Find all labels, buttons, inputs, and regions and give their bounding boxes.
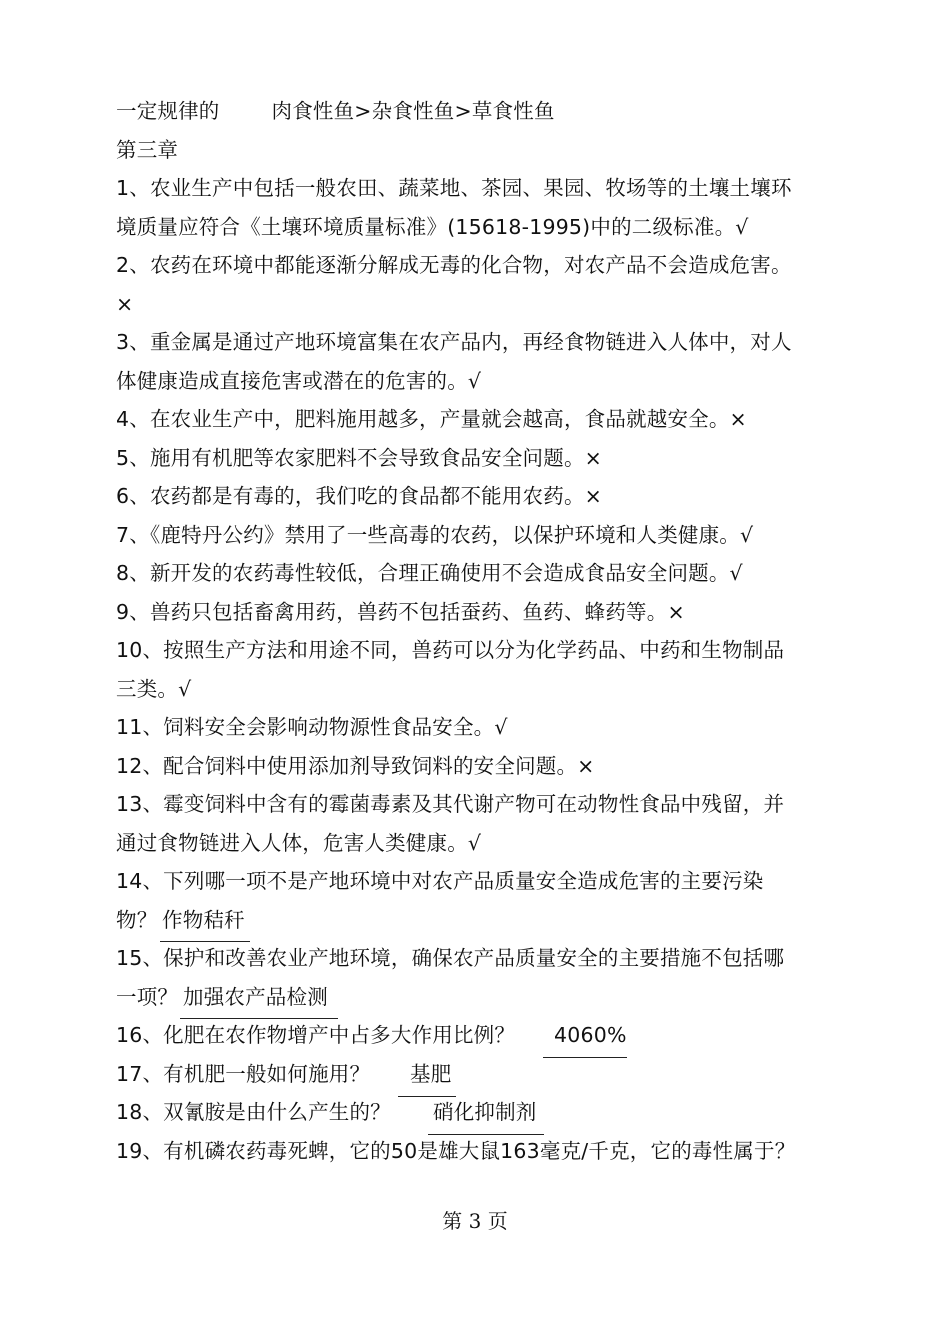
text-line-q6: 6、农药都是有毒的，我们吃的食品都不能用农药。×	[116, 484, 603, 508]
answer-underline-q14	[160, 941, 250, 942]
answer-q14: 作物秸秆	[162, 908, 245, 932]
text-line-q18: 18、双氰胺是由什么产生的？	[116, 1100, 391, 1124]
answer-q17: 基肥	[410, 1062, 452, 1086]
text-line-1	[116, 92, 846, 130]
answer-underline-q18	[428, 1134, 544, 1135]
page-number: 第 3 页	[442, 1209, 508, 1233]
text-line-q1a: 1、农业生产中包括一般农田、蔬菜地、茶园、果园、牧场等的土壤土壤环	[116, 176, 792, 200]
text-line-q12: 12、配合饲料中使用添加剂导致饲料的安全问题。×	[116, 754, 595, 778]
text-line-q17: 17、有机肥一般如何施用？	[116, 1062, 371, 1086]
text-order: 肉食性鱼>杂食性鱼>草食性鱼	[271, 99, 555, 123]
text-prefix: 一定规律的	[116, 99, 220, 123]
text-line-q4: 4、在农业生产中，肥料施用越多，产量就会越高，食品就越安全。×	[116, 407, 747, 431]
text-line-q14a: 14、下列哪一项不是产地环境中对农产品质量安全造成危害的主要污染	[116, 869, 764, 893]
text-line-q9: 9、兽药只包括畜禽用药，兽药不包括蚕药、鱼药、蜂药等。×	[116, 600, 685, 624]
text-line-q15b: 一项？	[116, 985, 179, 1009]
answer-q18: 硝化抑制剂	[433, 1100, 537, 1124]
answer-q15: 加强农产品检测	[183, 985, 328, 1009]
text-line-q13a: 13、霉变饲料中含有的霉菌毒素及其代谢产物可在动物性食品中残留，并	[116, 792, 785, 816]
text-line-q5: 5、施用有机肥等农家肥料不会导致食品安全问题。×	[116, 446, 603, 470]
text-line-q10a: 10、按照生产方法和用途不同，兽药可以分为化学药品、中药和生物制品	[116, 638, 785, 662]
text-line-q13b: 通过食物链进入人体，危害人类健康。√	[116, 831, 482, 855]
text-line-q15a: 15、保护和改善农业产地环境，确保农产品质量安全的主要措施不包括哪	[116, 946, 785, 970]
text-line-q19: 19、有机磷农药毒死蜱，它的50是雄大鼠163毫克/千克，它的毒性属于？	[116, 1139, 796, 1163]
text-line-q1b: 境质量应符合《土壤环境质量标准》(15618-1995)中的二级标准。√	[116, 215, 749, 239]
text-line-q3b: 体健康造成直接危害或潜在的危害的。√	[116, 369, 482, 393]
text-line-q16: 16、化肥在农作物增产中占多大作用比例？	[116, 1023, 516, 1047]
answer-underline-q16	[543, 1057, 627, 1058]
text-line-q8: 8、新开发的农药毒性较低，合理正确使用不会造成食品安全问题。√	[116, 561, 743, 585]
text-line-q2b: ×	[116, 292, 134, 316]
text-line-q2a: 2、农药在环境中都能逐渐分解成无毒的化合物，对农产品不会造成危害。	[116, 253, 792, 277]
chapter-heading: 第三章	[116, 138, 179, 162]
answer-q16: 4060%	[554, 1023, 627, 1047]
text-line-q7: 7、《鹿特丹公约》禁用了一些高毒的农药，以保护环境和人类健康。√	[116, 523, 754, 547]
text-line-q14b: 物？	[116, 908, 158, 932]
text-line-q10b: 三类。√	[116, 677, 192, 701]
text-line-q11: 11、饲料安全会影响动物源性食品安全。√	[116, 715, 508, 739]
text-line-q3a: 3、重金属是通过产地环境富集在农产品内，再经食物链进入人体中，对人	[116, 330, 792, 354]
answer-underline-q15	[180, 1018, 338, 1019]
